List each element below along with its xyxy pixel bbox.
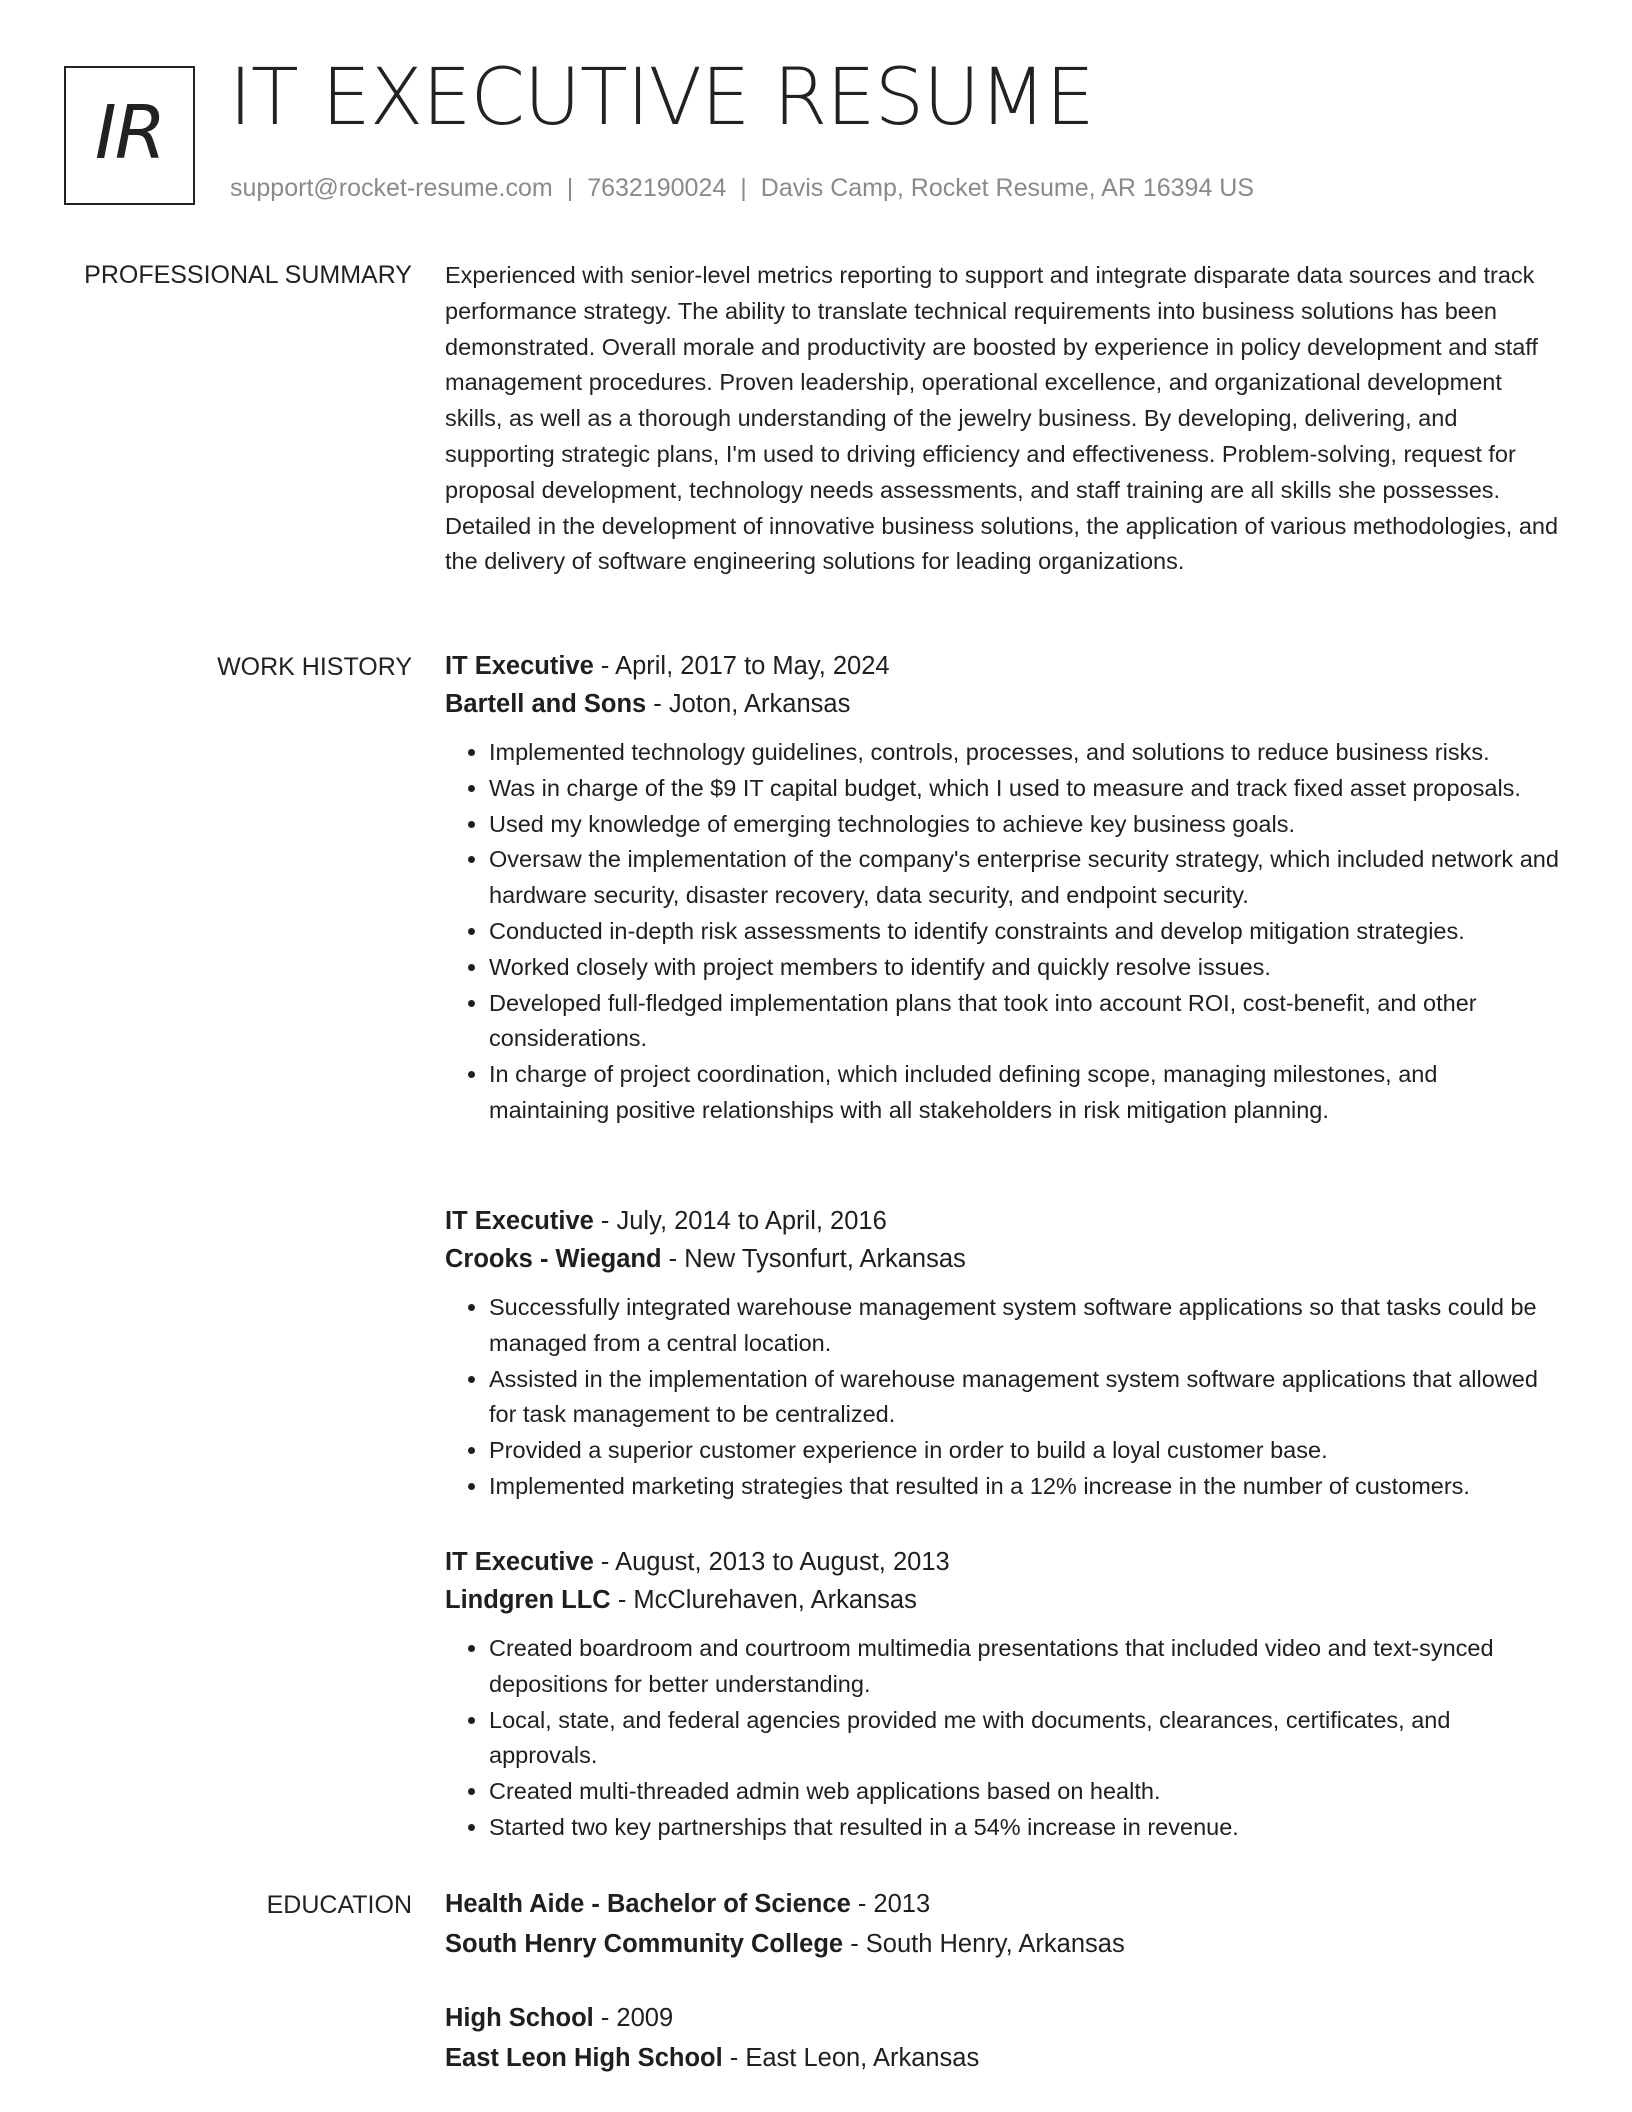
job-bullets xyxy=(445,1631,1560,1846)
education-degree: Health Aide - Bachelor of Science xyxy=(445,1890,851,1918)
job-bullet: • Conducted in-depth risk assessments to identify constraints and develop mitigation strategies. xyxy=(489,914,1560,950)
job-entry xyxy=(445,1543,1560,1846)
section-label-work-history: WORK HISTORY xyxy=(217,653,412,681)
job-title-line xyxy=(445,1543,1560,1581)
job-bullet: • Used my knowledge of emerging technologies to achieve key business goals. xyxy=(489,807,1560,843)
job-bullets xyxy=(445,1290,1560,1505)
job-dates: - August, 2013 to August, 2013 xyxy=(593,1548,950,1576)
job-bullet: • Provided a superior customer experience in order to build a loyal customer base. xyxy=(489,1433,1560,1469)
education-location: - East Leon, Arkansas xyxy=(722,2044,980,2072)
education-degree: High School xyxy=(445,2004,594,2032)
job-location: - McClurehaven, Arkansas xyxy=(610,1586,917,1614)
job-bullet: • In charge of project coordination, which included defining scope, managing milestones, and maintaining positive relationships with all stakeholders in risk mitigation planning. xyxy=(489,1057,1560,1129)
education-year: - 2009 xyxy=(593,2004,674,2032)
contact-line xyxy=(230,174,1254,203)
job-title: IT Executive xyxy=(445,1548,594,1576)
job-bullet: • Implemented marketing strategies that resulted in a 12% increase in the number of customers. xyxy=(489,1469,1560,1505)
job-bullet: • Assisted in the implementation of warehouse management system software applications that allowed for task management to be centralized. xyxy=(489,1362,1560,1434)
page-title: IT EXECUTIVE RESUME xyxy=(229,53,1094,143)
education-school-line xyxy=(445,2038,1560,2078)
summary-text: Experienced with senior-level metrics reporting to support and integrate disparate data sources and track performance strategy. The ability to translate technical requirements into business solutions has been demonstrated. Overall morale and productivity are boosted by experience in policy development and staff management procedures. Proven leadership, operational excellence, and organizational development skills, as well as a thorough understanding of the jewelry business. By developing, delivering, and supporting strategic plans, I'm used to driving efficiency and effectiveness. Problem-solving, request for proposal development, technology needs assessments, and staff training are all skills she possesses. Detailed in the development of innovative business solutions, the application of various methodologies, and the delivery of software engineering solutions for leading organizations. xyxy=(445,262,1559,575)
contact-email[interactable]: support@rocket-resume.com xyxy=(230,174,553,202)
education-entry xyxy=(445,1998,1560,2078)
job-title: IT Executive xyxy=(445,1207,594,1235)
education-year: - 2013 xyxy=(850,1890,931,1918)
job-bullet: • Oversaw the implementation of the company's enterprise security strategy, which included network and hardware security, disaster recovery, data security, and endpoint security. xyxy=(489,842,1560,914)
section-label-summary: PROFESSIONAL SUMMARY xyxy=(84,261,412,289)
job-bullet: • Was in charge of the $9 IT capital budget, which I used to measure and track fixed asset proposals. xyxy=(489,771,1560,807)
contact-separator: | xyxy=(566,174,574,202)
monogram-initials: IR xyxy=(94,89,165,176)
education-school: South Henry Community College xyxy=(445,1930,844,1958)
job-bullet: • Started two key partnerships that resulted in a 54% increase in revenue. xyxy=(489,1810,1560,1846)
job-location: - Joton, Arkansas xyxy=(646,690,851,718)
job-bullet: • Local, state, and federal agencies provided me with documents, clearances, certificates, and approvals. xyxy=(489,1703,1560,1775)
job-dates: - April, 2017 to May, 2024 xyxy=(593,652,890,680)
job-bullet: • Successfully integrated warehouse management system software applications so that tasks could be managed from a central location. xyxy=(489,1290,1560,1362)
job-company: Lindgren LLC xyxy=(445,1586,611,1614)
monogram-logo xyxy=(64,66,195,205)
job-company: Bartell and Sons xyxy=(445,690,647,718)
education-school-line xyxy=(445,1924,1560,1964)
education-location: - South Henry, Arkansas xyxy=(843,1930,1125,1958)
job-bullet: • Implemented technology guidelines, controls, processes, and solutions to reduce business risks. xyxy=(489,735,1560,771)
job-bullet: • Created multi-threaded admin web applications based on health. xyxy=(489,1774,1560,1810)
job-company-line xyxy=(445,685,1560,723)
job-bullet: • Created boardroom and courtroom multimedia presentations that included video and text-synced depositions for better understanding. xyxy=(489,1631,1560,1703)
job-company-line xyxy=(445,1240,1560,1278)
job-title-line xyxy=(445,647,1560,685)
education-entry xyxy=(445,1884,1560,1964)
contact-phone[interactable]: 7632190024 xyxy=(587,174,727,202)
contact-separator: | xyxy=(740,174,747,202)
education-school: East Leon High School xyxy=(445,2044,723,2072)
job-title-line xyxy=(445,1202,1560,1240)
job-bullet: • Developed full-fledged implementation plans that took into account ROI, cost-benefit, and other considerations. xyxy=(489,986,1560,1058)
job-dates: - July, 2014 to April, 2016 xyxy=(593,1207,887,1235)
job-entry xyxy=(445,1202,1560,1505)
job-bullets xyxy=(445,735,1560,1129)
education-degree-line xyxy=(445,1884,1560,1924)
job-entry xyxy=(445,647,1560,1129)
job-location: - New Tysonfurt, Arkansas xyxy=(661,1245,966,1273)
contact-address: Davis Camp, Rocket Resume, AR 16394 US xyxy=(760,174,1255,202)
job-company: Crooks - Wiegand xyxy=(445,1245,662,1273)
job-company-line xyxy=(445,1581,1560,1619)
education-degree-line xyxy=(445,1998,1560,2038)
job-bullet: • Worked closely with project members to identify and quickly resolve issues. xyxy=(489,950,1560,986)
section-label-education: EDUCATION xyxy=(266,1891,412,1919)
job-title: IT Executive xyxy=(445,652,594,680)
